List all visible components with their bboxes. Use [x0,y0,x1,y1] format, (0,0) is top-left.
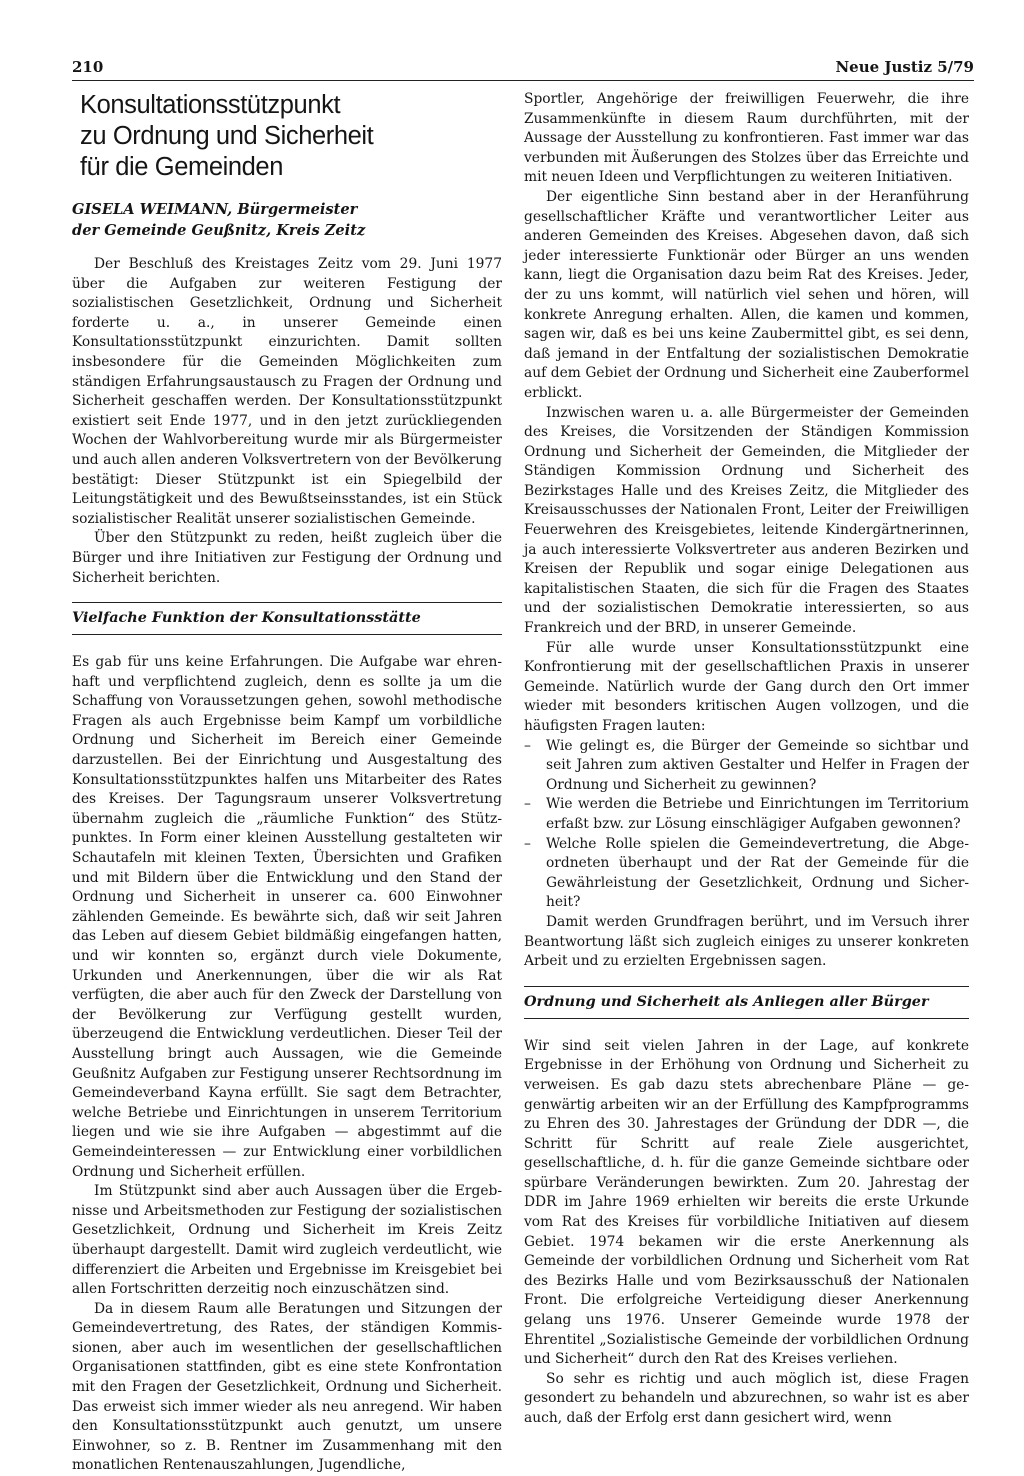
page-header [72,58,974,80]
body-paragraph: Damit werden Grundfragen berührt, und im Versuch ihrer Beantwortung läßt sich zugleich einiges zu unserer konkreten Arbeit und zu erzielten Ergebnissen sagen. [524,913,969,970]
question-list [524,737,969,913]
body-paragraph: Da in diesem Raum alle Beratungen und Sitzungen der Gemeindevertretung, des Rates, der ständigen Kommissionen, aber auch im wesentlichen der gesellschaftlichen Organisationen stattfinden, gibt es eine stete Konfrontation mit den Fragen der Gesetzlichkeit, Ordnung und Sicherheit. Das erweist sich immer wieder als neu anregend. Wir haben den Konsultationsstützpunkt auch genutzt, um unsere Einwohner, so z. B. Rentner im Zusammenhang mit den monatlichen Rentenauszahlungen, Jugendliche, [72,1300,502,1474]
question-text: Wie gelingt es, die Bürger der Gemeinde so sichtbar und seit Jahren zum aktiven Gestalter und Helfer in Fragen der Ordnung und Sicherheit zu gewinnen? [546,737,969,793]
left-column [72,90,502,1476]
article-title [80,90,502,183]
body-paragraph: Inzwischen waren u. a. alle Bürgermeister der Gemeinden des Kreises, die Vorsitzenden der Ständigen Kommission Ordnung und Sicherheit der Gemeinden, die Mitglieder der Ständigen Kommission Ordnung und Sicherheit des Bezirkstages Halle und des Kreises Zeitz, die Mitglieder des Kreisausschusses der Nationalen Front, Leiter der Freiwilligen Feuerwehren des Kreisgebietes, leitende Kindergärtnerinnen, ja auch interessierte Volksvertreter aus anderen Bezirken und Kreisen der Republik und sogar einige Delegationen aus kapitalistischen Staaten, die sich für die Fragen des Staates und der sozialistischen Demokratie interessierten, so aus Frankreich und der BRD, in unserer Gemeinde. [524,404,969,637]
section-heading-box [72,602,502,635]
body-paragraph: Im Stützpunkt sind aber auch Aussagen über die Ergebnisse und Arbeitsmethoden zur Festigung der sozialistischen Gesetzlichkeit, Ordnung und Sicherheit im Kreis Zeitz überhaupt dargestellt. Damit wird zugleich verdeutlicht, wie differenziert die Arbeiten und Ergebnisse im Kreisgebiet bei allen Fortschritten derzeitig noch einzuschätzen sind. [72,1183,502,1298]
list-item [524,795,969,834]
list-item [524,737,969,796]
dash-bullet: – [524,835,531,852]
title-line: für die Gemeinden [80,153,283,181]
question-text: Wie werden die Betriebe und Einrichtungen im Territorium erfaßt bzw. zur Lösung einschlägiger Aufgaben gewonnen? [546,796,969,832]
header-rule [72,80,974,81]
intro-paragraph: Über den Stützpunkt zu reden, heißt zugleich über die Bürger und ihre Initiativen zur Festigung der Ordnung und Sicherheit berichten. [72,530,502,586]
author-line: GISELA WEIMANN, Bürgermeister [72,201,358,218]
body-paragraph: Sportler, Angehörige der freiwilligen Feuerwehr, die ihre Zusammenkünfte in diesem Raum durchführten, mit der Aussage der Ausstellung zu konfrontieren. Fast immer war das verbunden mit Äußerungen des Stolzes über das Erreichte und mit neuen Ideen und Verpflichtungen zu weiteren Initiativen. [524,91,969,186]
dash-bullet: – [524,796,531,813]
author-byline [72,199,502,241]
question-text: Welche Rolle spielen die Gemeindevertretung, die Abgeordneten überhaupt und der Rat der Gemeinde für die Gewährleistung der Gesetzlichkeit, Ordnung und Sicherheit? [546,835,969,911]
title-line: Konsultationsstützpunkt [80,91,341,119]
title-line: zu Ordnung und Sicherheit [80,122,374,150]
section-heading-box [524,986,969,1019]
body-paragraph: So sehr es richtig und auch möglich ist, diese Fragen gesondert zu behandeln und abzurechnen, so wahr ist es aber auch, daß der Erfolg erst dann gesichert wird, wenn [524,1370,969,1426]
page-number: 210 [72,58,104,76]
section-heading: Ordnung und Sicherheit als Anliegen aller Bürger [524,992,929,1010]
body-paragraph: Der eigentliche Sinn bestand aber in der Heranführung gesellschaftlicher Kräfte und verantwortlicher Leiter aus anderen Gemeinden des Kreises. Abgesehen davon, daß sich jeder interessierte Funktionär oder Bürger an uns wenden kann, liegt die Organisation dazu beim Rat des Kreises. Jeder, der zu uns kommt, will natürlich viel sehen und hören, will konkrete Anregung erhalten. Allen, die kamen und kommen, sagen wir, daß es bei uns keine Zaubermittel gibt, es sei denn, daß jemand in der Entfaltung der sozialistischen Demokratie auf dem Gebiet der Ordnung und Sicherheit eine Zauberformel erblickt. [524,188,969,401]
intro-paragraph: Der Beschluß des Kreistages Zeitz vom 29. Juni 1977 über die Aufgaben zur weiteren Festigung der sozialistischen Gesetzlichkeit, Ordnung und Sicherheit forderte u. a., in unserer Gemeinde einen Konsultationsstützpunkt einzurichten. Damit sollten insbesondere für die Gemeinden Möglichkeiten zum ständigen Erfahrungsaustausch zu Fragen der Ordnung und Sicherheit geschaffen werden. Der Konsultationsstützpunkt existiert seit Ende 1977, und in den jetzt zurückliegenden Wochen der Wahlvorbereitung wurde mir als Bürgermeister und auch allen anderen Volksvertretern von der Bevölkerung bestätigt: Dieser Stützpunkt ist ein Spiegelbild der Leitungstätigkeit und des Bewußtseinsstandes, ist ein Stück sozialistischer Realität unserer sozialistischen Gemeinde. [72,256,502,527]
section-heading: Vielfache Funktion der Konsultationsstätte [72,609,421,627]
author-line: der Gemeinde Geußnitz, Kreis Zeitz [72,222,366,239]
body-paragraph: Wir sind seit vielen Jahren in der Lage, auf konkrete Ergebnisse in der Erhöhung von Ordnung und Sicherheit zu verweisen. Es gab dazu stets abrechenbare Pläne — gegenwärtig arbeiten wir an der Erfüllung des Kampfprogramms zu Ehren des 30. Jahrestages der Gründung der DDR —, die Schritt für Schritt auf reale Ziele ausgerichtet, gesellschaftliche, d. h. für die ganze Gemeinde sichtbare oder spürbare Veränderungen bewirkten. Zum 20. Jahrestag der DDR im Jahre 1969 erhielten wir bereits die erste Urkunde vom Rat des Kreises für vorbildliche Initiativen auf diesem Gebiet. 1974 bekamen wir die erste Anerkennung als Gemeinde der vorbildlichen Ordnung und Sicherheit vom Rat des Bezirks Halle und vom Bezirksausschuß der Nationalen Front. Die erfolgreiche Verteidigung dieser Anerkennung gelang uns 1976. Unserer Gemeinde wurde 1978 der Ehrentitel „Sozialistische Gemeinde der vorbildlichen Ordnung und Sicherheit“ durch den Rat des Kreises verliehen. [524,1037,969,1368]
list-item [524,835,969,913]
body-paragraph: Es gab für uns keine Erfahrungen. Die Aufgabe war ehrenhaft und verpflichtend zugleich, denn es sollte ja um die Schaffung von Voraussetzungen gehen, sowohl methodische Fragen als auch Ergebnisse beim Kampf um vorbildliche Ordnung und Sicherheit im Bereich einer Gemeinde darzustellen. Bei der Einrichtung und Ausgestaltung des Konsultationsstützpunktes halfen uns Mitarbeiter des Rates des Kreises. Der Tagungsraum unserer Volksvertretung übernahm zugleich die „räumliche Funktion“ des Stützpunktes. In Form einer kleinen Ausstellung gestalteten wir Schautafeln mit kleinen Texten, Übersichten und Grafiken und mit Bildern über die Entwicklung und den Stand der Ordnung und Sicherheit in unserer ca. 600 Einwohner zählenden Gemeinde. Es bewährte sich, daß wir seit Jahren das Leben auf diesem Gebiet bildmäßig eingefangen hatten, und wir konnten so, ergänzt durch viele Dokumente, Urkunden und Anerkennungen, über die wir als Rat verfügten, die aber auch für den Zweck der Darstellung von der Bevölkerung zur Verfügung gestellt wurden, überzeugend die Entwicklung verdeutlichen. Dieser Teil der Ausstellung bringt auch Aussagen, wie die Gemeinde Geußnitz Aufgaben zur Festigung unserer Rechtsordnung im Gemeindeverband Kayna erfüllt. Sie sagt dem Betrachter, welche Betriebe und Einrichtungen in unserem Territorium liegen und wie sie ihre Aufgaben — abgestimmt auf die Gemeindeinteressen — zur Entwicklung einer vorbildlichen Ordnung und Sicherheit erfüllen. [72,654,502,1180]
body-paragraph: Für alle wurde unser Konsultationsstützpunkt eine Konfrontierung mit der gesellschaftlichen Praxis in unserer Gemeinde. Natürlich wurde der Gang durch den Ort immer wieder mit besonders kritischen Augen vollzogen, und die häufigsten Fragen lauten: [524,639,969,734]
dash-bullet: – [524,737,531,754]
journal-issue: Neue Justiz 5/79 [835,58,974,76]
right-column [524,90,969,1429]
